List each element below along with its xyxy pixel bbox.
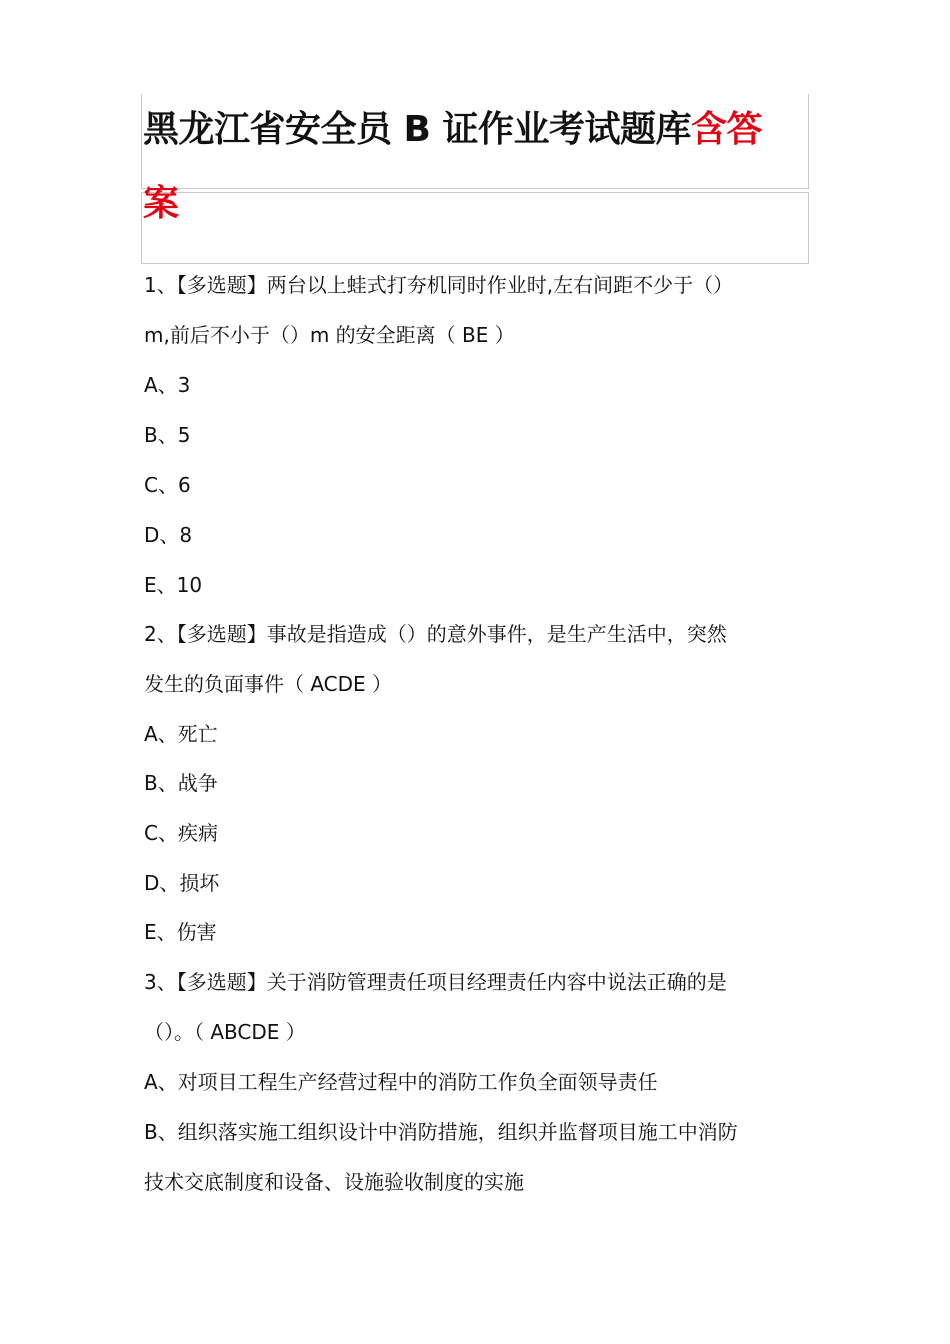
page-title-line-2 xyxy=(143,182,179,226)
question-3-option-b-cont: 技术交底制度和设备、设施验收制度的实施 xyxy=(144,1170,524,1194)
question-3-stem-line-1: 3、【多选题】关于消防管理责任项目经理责任内容中说法正确的是 xyxy=(144,970,727,994)
title-block xyxy=(141,94,809,264)
title-frame-bottom xyxy=(141,192,809,264)
question-3-option-b: B、组织落实施工组织设计中消防措施，组织并监督项目施工中消防 xyxy=(144,1120,738,1144)
question-2-option-d: D、损坏 xyxy=(144,871,220,895)
question-3-option-a: A、对项目工程生产经营过程中的消防工作负全面领导责任 xyxy=(144,1070,658,1094)
question-2-stem-line-2: 发生的负面事件（ ACDE ） xyxy=(144,672,393,696)
title-main-text: 黑龙江省安全员 B 证作业考试题库 xyxy=(143,109,692,150)
question-1-stem-line-2: m,前后不小于（）m 的安全距离（ BE ） xyxy=(144,323,515,347)
question-2-option-c: C、疾病 xyxy=(144,821,218,845)
question-2-option-b: B、战争 xyxy=(144,771,218,795)
question-1-option-d: D、8 xyxy=(144,523,193,547)
page-title-line-1 xyxy=(143,108,762,152)
title-highlight-text: 含答 xyxy=(691,109,763,150)
question-2-stem-line-1: 2、【多选题】事故是指造成（）的意外事件，是生产生活中，突然 xyxy=(144,622,727,646)
question-1-option-a: A、3 xyxy=(144,373,191,397)
question-1-option-e: E、10 xyxy=(144,573,203,597)
question-1-stem-line-1: 1、【多选题】两台以上蛙式打夯机同时作业时,左右间距不少于（） xyxy=(144,273,734,297)
question-3-stem-line-2: （）。（ ABCDE ） xyxy=(144,1020,306,1044)
question-1-option-b: B、5 xyxy=(144,423,191,447)
question-1-option-c: C、6 xyxy=(144,473,191,497)
question-2-option-e: E、伤害 xyxy=(144,920,217,944)
question-2-option-a: A、死亡 xyxy=(144,722,218,746)
title-highlight-text-cont: 案 xyxy=(143,183,179,224)
